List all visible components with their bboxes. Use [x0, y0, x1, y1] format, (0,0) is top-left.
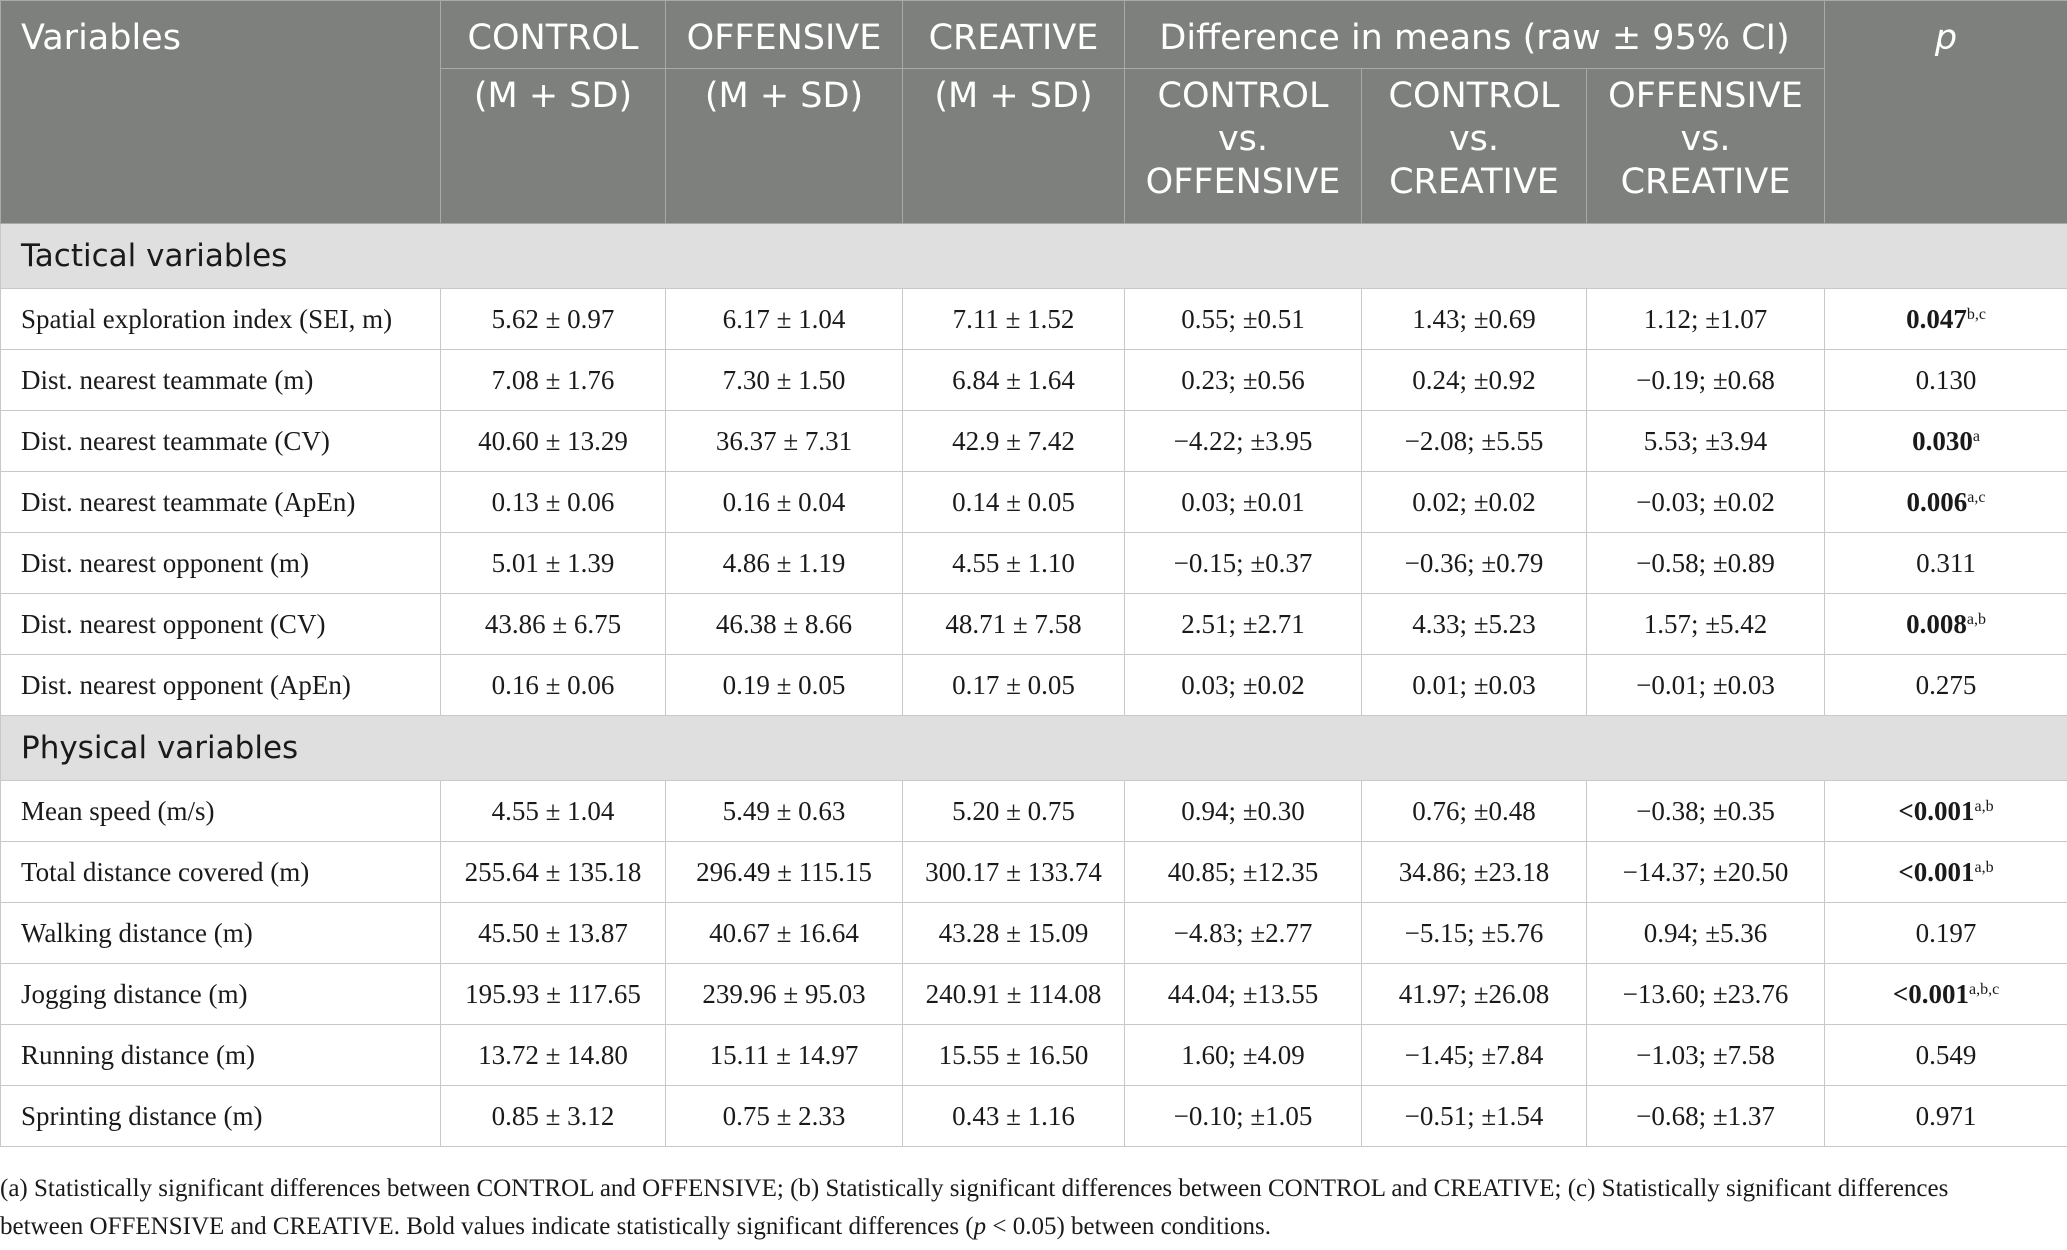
table-header [1, 1, 2067, 224]
cell-variable: Mean speed (m/s) [1, 781, 441, 842]
table-row [1, 594, 2067, 655]
cell-p [1825, 533, 2067, 594]
cell-d1: 44.04; ±13.55 [1125, 964, 1362, 1025]
cell-d3: −14.37; ±20.50 [1587, 842, 1825, 903]
cell-p [1825, 842, 2067, 903]
cell-d3: −0.01; ±0.03 [1587, 655, 1825, 716]
header-control-vs-offensive [1125, 69, 1362, 224]
cell-p [1825, 289, 2067, 350]
cell-p [1825, 964, 2067, 1025]
cell-d1: −0.10; ±1.05 [1125, 1086, 1362, 1147]
cell-d3: −1.03; ±7.58 [1587, 1025, 1825, 1086]
table-row [1, 1086, 2067, 1147]
p-significance-marks: a,b [1974, 797, 1994, 815]
p-value: 0.275 [1915, 669, 1977, 700]
p-significance-marks: a,b [1974, 858, 1994, 876]
cell-creative: 240.91 ± 114.08 [903, 964, 1125, 1025]
footnote-p-symbol: p [973, 1213, 987, 1240]
p-significance-marks: a [1972, 427, 1980, 445]
p-significance-marks: a,b,c [1969, 980, 2000, 998]
cell-d2: −0.36; ±0.79 [1362, 533, 1587, 594]
header-difference: Difference in means (raw ± 95% CI) [1125, 1, 1825, 69]
p-value: 0.311 [1916, 547, 1976, 578]
cell-offensive: 4.86 ± 1.19 [666, 533, 903, 594]
cell-d3: 1.12; ±1.07 [1587, 289, 1825, 350]
cell-d3: −0.03; ±0.02 [1587, 472, 1825, 533]
cell-d2: 0.24; ±0.92 [1362, 350, 1587, 411]
cell-control: 5.01 ± 1.39 [441, 533, 666, 594]
p-value: <0.001 [1898, 795, 1975, 826]
p-significance-marks: a,c [1967, 488, 1986, 506]
cell-offensive: 6.17 ± 1.04 [666, 289, 903, 350]
cell-control: 195.93 ± 117.65 [441, 964, 666, 1025]
cell-p [1825, 655, 2067, 716]
cell-offensive: 0.75 ± 2.33 [666, 1086, 903, 1147]
table-row [1, 655, 2067, 716]
cell-control: 13.72 ± 14.80 [441, 1025, 666, 1086]
table-row [1, 350, 2067, 411]
p-value: 0.197 [1915, 917, 1977, 948]
table-row [1, 1025, 2067, 1086]
cell-creative: 7.11 ± 1.52 [903, 289, 1125, 350]
cell-variable: Dist. nearest teammate (ApEn) [1, 472, 441, 533]
p-value: 0.130 [1915, 364, 1977, 395]
header-control-msd: (M + SD) [441, 69, 666, 224]
p-significance-marks: b,c [1966, 305, 1986, 323]
header-variables: Variables [1, 1, 441, 224]
cell-variable: Jogging distance (m) [1, 964, 441, 1025]
cell-control: 40.60 ± 13.29 [441, 411, 666, 472]
cell-d2: −0.51; ±1.54 [1362, 1086, 1587, 1147]
cell-d3: −0.38; ±0.35 [1587, 781, 1825, 842]
header-control: CONTROL [441, 1, 666, 69]
cell-variable: Dist. nearest teammate (m) [1, 350, 441, 411]
cell-creative: 48.71 ± 7.58 [903, 594, 1125, 655]
cell-p [1825, 594, 2067, 655]
cell-offensive: 0.19 ± 0.05 [666, 655, 903, 716]
cell-d3: −0.58; ±0.89 [1587, 533, 1825, 594]
cell-creative: 6.84 ± 1.64 [903, 350, 1125, 411]
cmp1-a: CONTROL [1157, 76, 1329, 116]
cell-d2: 1.43; ±0.69 [1362, 289, 1587, 350]
cell-variable: Total distance covered (m) [1, 842, 441, 903]
cell-d2: 34.86; ±23.18 [1362, 842, 1587, 903]
cell-control: 4.55 ± 1.04 [441, 781, 666, 842]
header-creative-msd: (M + SD) [903, 69, 1125, 224]
p-value: 0.006 [1906, 486, 1968, 517]
table-row [1, 411, 2067, 472]
cell-creative: 0.43 ± 1.16 [903, 1086, 1125, 1147]
cell-p [1825, 411, 2067, 472]
cell-creative: 300.17 ± 133.74 [903, 842, 1125, 903]
header-control-vs-creative [1362, 69, 1587, 224]
cell-d1: −4.83; ±2.77 [1125, 903, 1362, 964]
cell-d2: 0.02; ±0.02 [1362, 472, 1587, 533]
header-p: p [1825, 1, 2067, 224]
table-row [1, 964, 2067, 1025]
p-value: 0.008 [1906, 608, 1967, 639]
cell-variable: Dist. nearest opponent (m) [1, 533, 441, 594]
table-row [1, 842, 2067, 903]
cell-d1: 0.94; ±0.30 [1125, 781, 1362, 842]
table-row [1, 781, 2067, 842]
table-row [1, 903, 2067, 964]
cell-d2: −2.08; ±5.55 [1362, 411, 1587, 472]
table-row [1, 533, 2067, 594]
table-row [1, 289, 2067, 350]
section-title: Physical variables [1, 716, 2067, 781]
cell-creative: 0.14 ± 0.05 [903, 472, 1125, 533]
cell-p [1825, 1086, 2067, 1147]
cell-d1: 0.03; ±0.01 [1125, 472, 1362, 533]
cell-variable: Running distance (m) [1, 1025, 441, 1086]
cell-d1: −4.22; ±3.95 [1125, 411, 1362, 472]
cell-variable: Walking distance (m) [1, 903, 441, 964]
cell-offensive: 40.67 ± 16.64 [666, 903, 903, 964]
cell-creative: 15.55 ± 16.50 [903, 1025, 1125, 1086]
cell-variable: Dist. nearest teammate (CV) [1, 411, 441, 472]
cell-d2: 0.76; ±0.48 [1362, 781, 1587, 842]
cmp3-vs: vs. [1680, 119, 1731, 159]
cell-p [1825, 903, 2067, 964]
cell-d2: 0.01; ±0.03 [1362, 655, 1587, 716]
table-footnote [0, 1170, 2060, 1246]
cell-offensive: 46.38 ± 8.66 [666, 594, 903, 655]
section-title: Tactical variables [1, 224, 2067, 289]
cell-creative: 0.17 ± 0.05 [903, 655, 1125, 716]
cmp1-b: OFFENSIVE [1145, 162, 1341, 202]
cell-d1: 2.51; ±2.71 [1125, 594, 1362, 655]
cell-d1: −0.15; ±0.37 [1125, 533, 1362, 594]
cell-d3: 1.57; ±5.42 [1587, 594, 1825, 655]
cell-offensive: 7.30 ± 1.50 [666, 350, 903, 411]
header-creative: CREATIVE [903, 1, 1125, 69]
section-row [1, 716, 2067, 781]
cell-offensive: 5.49 ± 0.63 [666, 781, 903, 842]
p-value: 0.030 [1912, 425, 1973, 456]
section-row [1, 224, 2067, 289]
cell-d2: 41.97; ±26.08 [1362, 964, 1587, 1025]
cell-p [1825, 472, 2067, 533]
cell-d3: −0.19; ±0.68 [1587, 350, 1825, 411]
cell-d3: 0.94; ±5.36 [1587, 903, 1825, 964]
cell-d1: 40.85; ±12.35 [1125, 842, 1362, 903]
cell-d3: −13.60; ±23.76 [1587, 964, 1825, 1025]
cmp2-vs: vs. [1448, 119, 1500, 159]
cell-d1: 1.60; ±4.09 [1125, 1025, 1362, 1086]
cmp2-b: CREATIVE [1389, 162, 1559, 202]
cell-d1: 0.03; ±0.02 [1125, 655, 1362, 716]
p-significance-marks: a,b [1966, 610, 1986, 628]
cell-offensive: 239.96 ± 95.03 [666, 964, 903, 1025]
cell-control: 45.50 ± 13.87 [441, 903, 666, 964]
cell-d1: 0.23; ±0.56 [1125, 350, 1362, 411]
cmp2-a: CONTROL [1388, 76, 1560, 116]
cell-variable: Spatial exploration index (SEI, m) [1, 289, 441, 350]
header-offensive-msd: (M + SD) [666, 69, 903, 224]
footnote-line-2-a: between OFFENSIVE and CREATIVE. Bold values indicate statistically significant differences ( [0, 1213, 974, 1240]
cell-offensive: 0.16 ± 0.04 [666, 472, 903, 533]
cell-p [1825, 350, 2067, 411]
p-value: <0.001 [1892, 978, 1969, 1009]
footnote-line-2 [0, 1208, 2060, 1246]
p-value: 0.549 [1915, 1039, 1977, 1070]
cell-d3: −0.68; ±1.37 [1587, 1086, 1825, 1147]
cell-offensive: 15.11 ± 14.97 [666, 1025, 903, 1086]
cell-control: 0.16 ± 0.06 [441, 655, 666, 716]
cell-d2: −1.45; ±7.84 [1362, 1025, 1587, 1086]
cmp3-b: CREATIVE [1620, 162, 1791, 202]
cell-offensive: 296.49 ± 115.15 [666, 842, 903, 903]
footnote-line-1: (a) Statistically significant differences between CONTROL and OFFENSIVE; (b) Statistically significant differences between CONTROL and CREATIVE; (c) Statistically significant differences [0, 1175, 1949, 1202]
cell-control: 0.85 ± 3.12 [441, 1086, 666, 1147]
cell-variable: Sprinting distance (m) [1, 1086, 441, 1147]
table-body [1, 224, 2067, 1147]
p-value: 0.971 [1915, 1100, 1977, 1131]
header-offensive-vs-creative [1587, 69, 1825, 224]
cell-d2: 4.33; ±5.23 [1362, 594, 1587, 655]
cell-control: 43.86 ± 6.75 [441, 594, 666, 655]
header-offensive: OFFENSIVE [666, 1, 903, 69]
p-value: <0.001 [1898, 856, 1975, 887]
cell-p [1825, 781, 2067, 842]
cell-control: 0.13 ± 0.06 [441, 472, 666, 533]
cell-variable: Dist. nearest opponent (CV) [1, 594, 441, 655]
cell-d2: −5.15; ±5.76 [1362, 903, 1587, 964]
cell-d3: 5.53; ±3.94 [1587, 411, 1825, 472]
cell-d1: 0.55; ±0.51 [1125, 289, 1362, 350]
p-value: 0.047 [1906, 303, 1967, 334]
cell-variable: Dist. nearest opponent (ApEn) [1, 655, 441, 716]
cell-control: 5.62 ± 0.97 [441, 289, 666, 350]
cell-control: 255.64 ± 135.18 [441, 842, 666, 903]
cell-control: 7.08 ± 1.76 [441, 350, 666, 411]
table-row [1, 472, 2067, 533]
cmp1-vs: vs. [1217, 119, 1269, 159]
cell-creative: 5.20 ± 0.75 [903, 781, 1125, 842]
cell-creative: 43.28 ± 15.09 [903, 903, 1125, 964]
cell-p [1825, 1025, 2067, 1086]
cell-creative: 4.55 ± 1.10 [903, 533, 1125, 594]
cell-offensive: 36.37 ± 7.31 [666, 411, 903, 472]
cmp3-a: OFFENSIVE [1608, 76, 1803, 116]
cell-creative: 42.9 ± 7.42 [903, 411, 1125, 472]
footnote-line-2-b: < 0.05) between conditions. [986, 1213, 1272, 1240]
